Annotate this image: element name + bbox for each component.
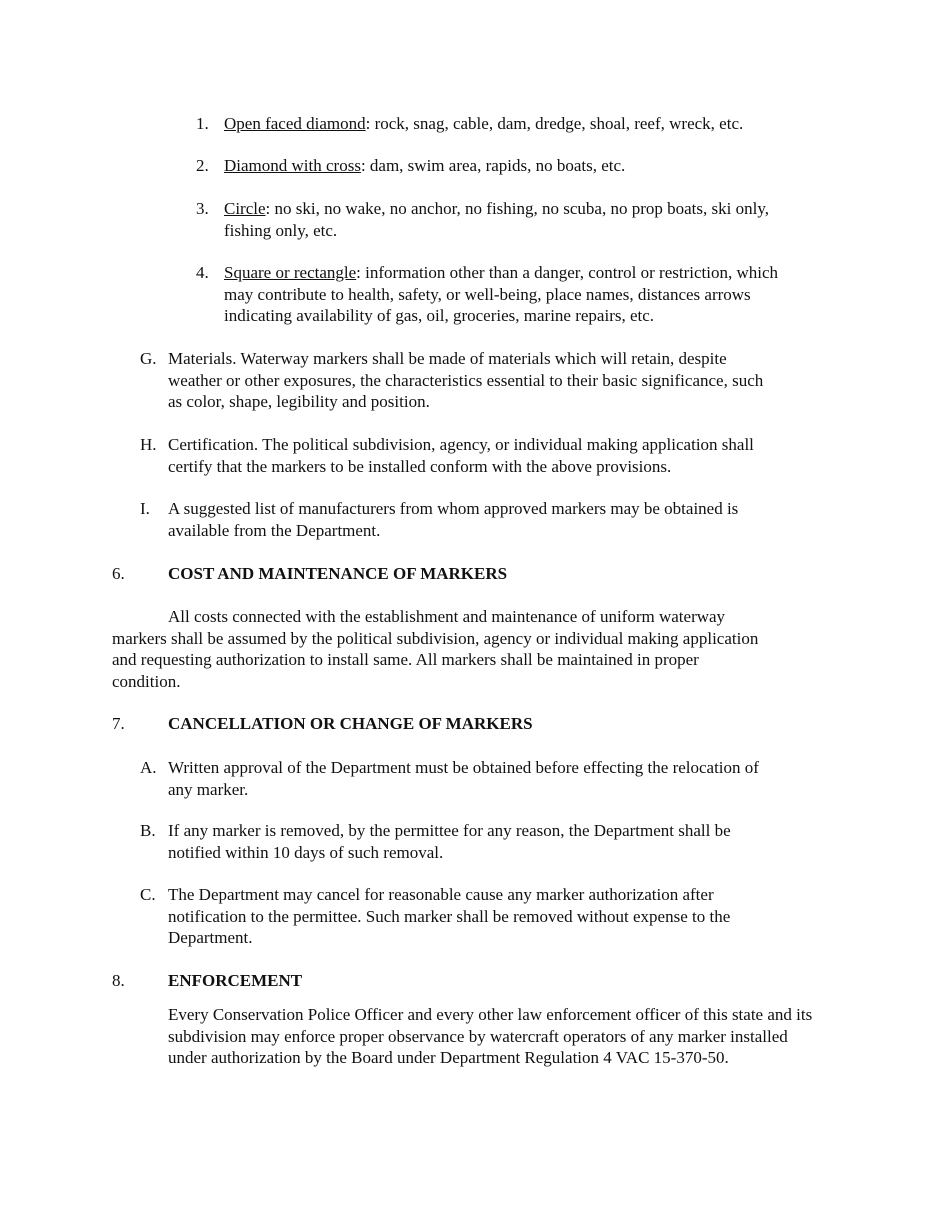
list-marker: I. [140,499,150,518]
list-text: : rock, snag, cable, dam, dredge, shoal, reef, wreck, etc. [365,114,744,133]
list-text: If any marker is removed, by the permittee for any reason, the Department shall be notified within 10 days of such removal. [168,821,731,862]
list-text: Written approval of the Department must be obtained before effecting the relocation of any marker. [168,758,759,799]
list-text: Materials. Waterway markers shall be made of materials which will retain, despite weather or other exposures, the characteristics essential to their basic significance, such as color, shape, legibility and position. [168,349,764,411]
paragraph-text: Every Conservation Police Officer and every other law enforcement officer of this state and its subdivision may enforce proper observance by watercraft operators of any marker installed under authorization by the Board under Department Regulation 4 VAC 15-370-50. [168,1005,813,1067]
list-term: Diamond with cross [224,156,361,175]
list-marker: 2. [196,156,209,175]
list-marker: 4. [196,263,209,282]
section-number: 6. [112,564,125,583]
list-text: The Department may cancel for reasonable cause any marker authorization after notification to the permittee. Such marker shall be removed without expense to the Department. [168,885,731,947]
list-text: : information other than a danger, control or restriction, which may contribute to health, safety, or well-being, place names, distances arrows indicating availability of gas, oil, groceries, marine repairs, etc. [224,263,779,325]
list-marker: A. [140,758,157,777]
paragraph-first-line: All costs connected with the establishment and maintenance of uniform waterway [168,607,726,626]
list-term: Circle [224,199,266,218]
list-marker: C. [140,885,156,904]
list-marker: 3. [196,199,209,218]
list-text: A suggested list of manufacturers from whom approved markers may be obtained is available from the Department. [168,499,739,540]
section-title: ENFORCEMENT [168,971,303,990]
section-title: CANCELLATION OR CHANGE OF MARKERS [168,714,533,733]
list-marker: B. [140,821,156,840]
section-number: 8. [112,971,125,990]
list-term: Open faced diamond [224,114,366,133]
paragraph-text: markers shall be assumed by the political subdivision, agency or individual making application and requesting authorization to install same. All markers shall be maintained in proper condition. [112,628,759,691]
list-text: Certification. The political subdivision, agency, or individual making application shall certify that the markers to be installed conform with the above provisions. [168,435,754,476]
list-term: Square or rectangle [224,263,357,282]
section-title: COST AND MAINTENANCE OF MARKERS [168,564,508,583]
list-marker: H. [140,435,157,454]
list-marker: G. [140,349,157,368]
section-number: 7. [112,714,125,733]
list-text: : no ski, no wake, no anchor, no fishing, no scuba, no prop boats, ski only, fishing only, etc. [224,199,769,240]
list-marker: 1. [196,114,209,133]
list-text: : dam, swim area, rapids, no boats, etc. [360,156,626,175]
